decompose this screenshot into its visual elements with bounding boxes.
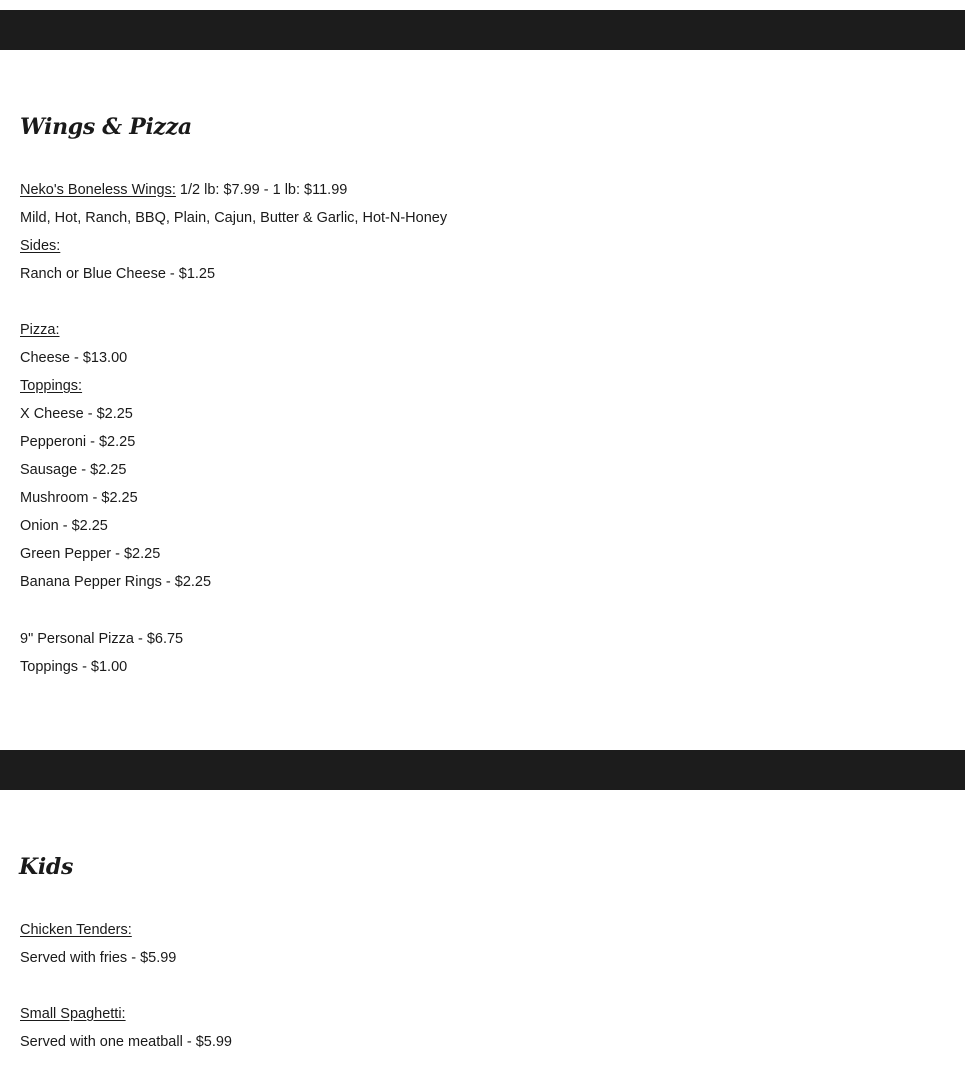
toppings-label: Toppings: — [20, 378, 83, 394]
middle-divider-bar — [0, 750, 965, 790]
small-spaghetti-label: Small Spaghetti: — [20, 1006, 126, 1022]
wings-pizza-section — [20, 113, 945, 681]
topping-item: Banana Pepper Rings - $2.25 — [20, 574, 212, 590]
boneless-wings-price: 1/2 lb: $7.99 - 1 lb: $11.99 — [175, 181, 348, 198]
sides-label: Sides: — [20, 237, 61, 254]
personal-pizza-item: 9" Personal Pizza - $6.75 — [20, 630, 184, 647]
cheese-pizza-item: Cheese - $13.00 — [20, 350, 128, 366]
small-spaghetti-desc: Served with one meatball - $5.99 — [20, 1034, 232, 1050]
wing-flavors: Mild, Hot, Ranch, BBQ, Plain, Cajun, Butter & Garlic, Hot-N-Honey — [20, 209, 448, 226]
sides-item: Ranch or Blue Cheese - $1.25 — [20, 265, 216, 282]
topping-item: Sausage - $2.25 — [20, 462, 127, 478]
topping-item: Green Pepper - $2.25 — [20, 546, 161, 562]
topping-item: Pepperoni - $2.25 — [20, 434, 136, 450]
topping-item: Onion - $2.25 — [20, 518, 108, 534]
kids-title: Kids — [19, 854, 74, 880]
topping-item: X Cheese - $2.25 — [20, 406, 133, 422]
wings-pizza-title: Wings & Pizza — [20, 114, 192, 140]
topping-item: Mushroom - $2.25 — [20, 490, 138, 506]
chicken-tenders-label: Chicken Tenders: — [20, 921, 132, 938]
kids-section — [19, 853, 944, 1056]
personal-pizza-toppings: Toppings - $1.00 — [20, 658, 128, 675]
boneless-wings-label: Neko's Boneless Wings: — [20, 181, 176, 198]
top-divider-bar — [0, 10, 965, 50]
boneless-wings-line — [20, 176, 945, 204]
pizza-label: Pizza: — [20, 322, 60, 338]
chicken-tenders-desc: Served with fries - $5.99 — [20, 949, 177, 966]
